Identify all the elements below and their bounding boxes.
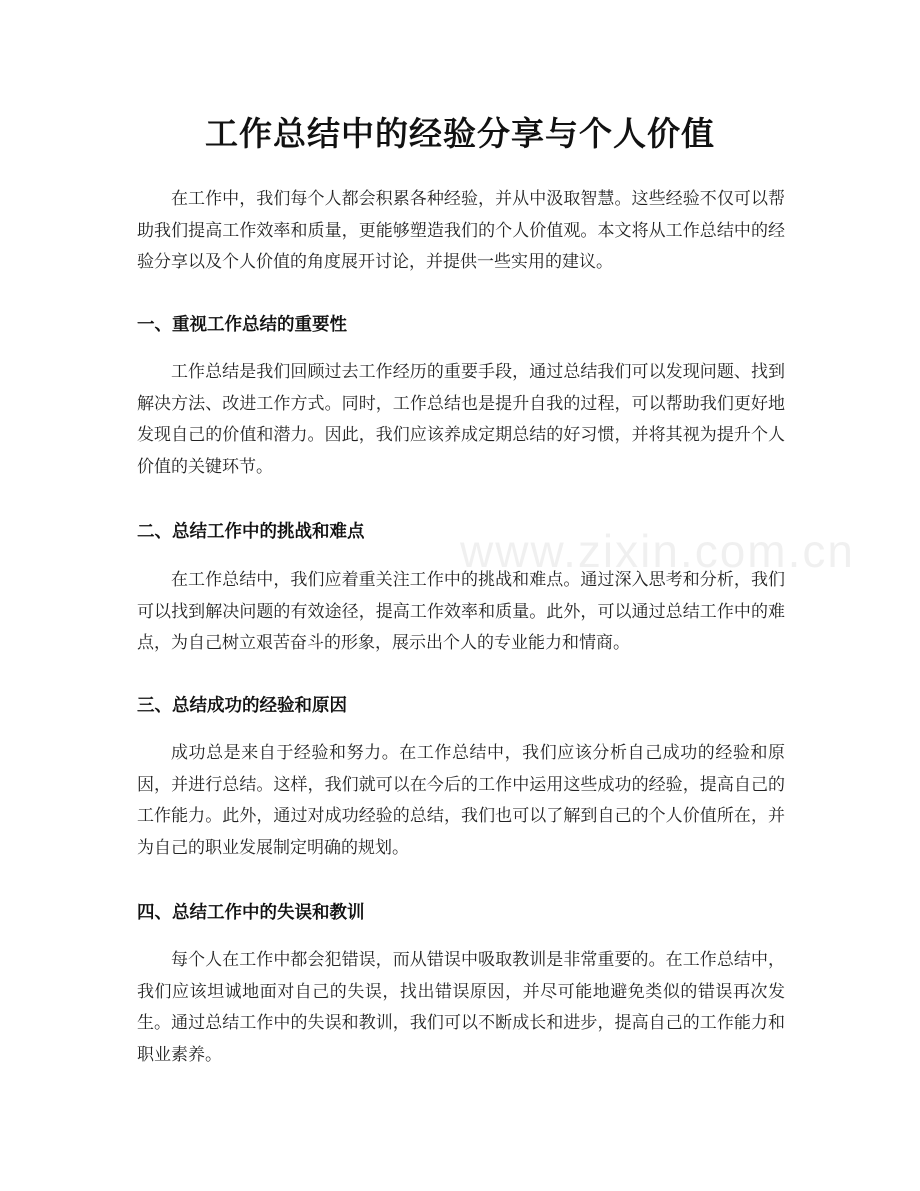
section-1-body: 工作总结是我们回顾过去工作经历的重要手段，通过总结我们可以发现问题、找到解决方法、改进工作方式。同时，工作总结也是提升自我的过程，可以帮助我们更好地发现自己的价值和潜力。因此，我们应该养成定期总结的好习惯，并将其视为提升个人价值的关键环节。 xyxy=(137,362,785,477)
section-3-heading: 三、总结成功的经验和原因 xyxy=(137,696,347,716)
watermark: www.zixin.com.cn xyxy=(460,525,855,577)
document-title: 工作总结中的经验分享与个人价值 xyxy=(205,114,715,153)
section-1-heading: 一、重视工作总结的重要性 xyxy=(137,315,347,335)
section-3-body: 成功总是来自于经验和努力。在工作总结中，我们应该分析自己成功的经验和原因，并进行总结。这样，我们就可以在今后的工作中运用这些成功的经验，提高自己的工作能力。此外，通过对成功经验的总结，我们也可以了解到自己的个人价值所在，并为自己的职业发展制定明确的规划。 xyxy=(137,743,785,858)
section-2-body: 在工作总结中，我们应着重关注工作中的挑战和难点。通过深入思考和分析，我们可以找到解决问题的有效途径，提高工作效率和质量。此外，可以通过总结工作中的难点，为自己树立艰苦奋斗的形象，展示出个人的专业能力和情商。 xyxy=(137,570,785,653)
section-4-heading: 四、总结工作中的失误和教训 xyxy=(137,903,365,923)
section-2-heading: 二、总结工作中的挑战和难点 xyxy=(137,522,365,542)
intro-paragraph: 在工作中，我们每个人都会积累各种经验，并从中汲取智慧。这些经验不仅可以帮助我们提高工作效率和质量，更能够塑造我们的个人价值观。本文将从工作总结中的经验分享以及个人价值的角度展开讨论，并提供一些实用的建议。 xyxy=(137,189,785,272)
section-4-body: 每个人在工作中都会犯错误，而从错误中吸取教训是非常重要的。在工作总结中，我们应该坦诚地面对自己的失误，找出错误原因，并尽可能地避免类似的错误再次发生。通过总结工作中的失误和教训，我们可以不断成长和进步，提高自己的工作能力和职业素养。 xyxy=(137,950,785,1065)
